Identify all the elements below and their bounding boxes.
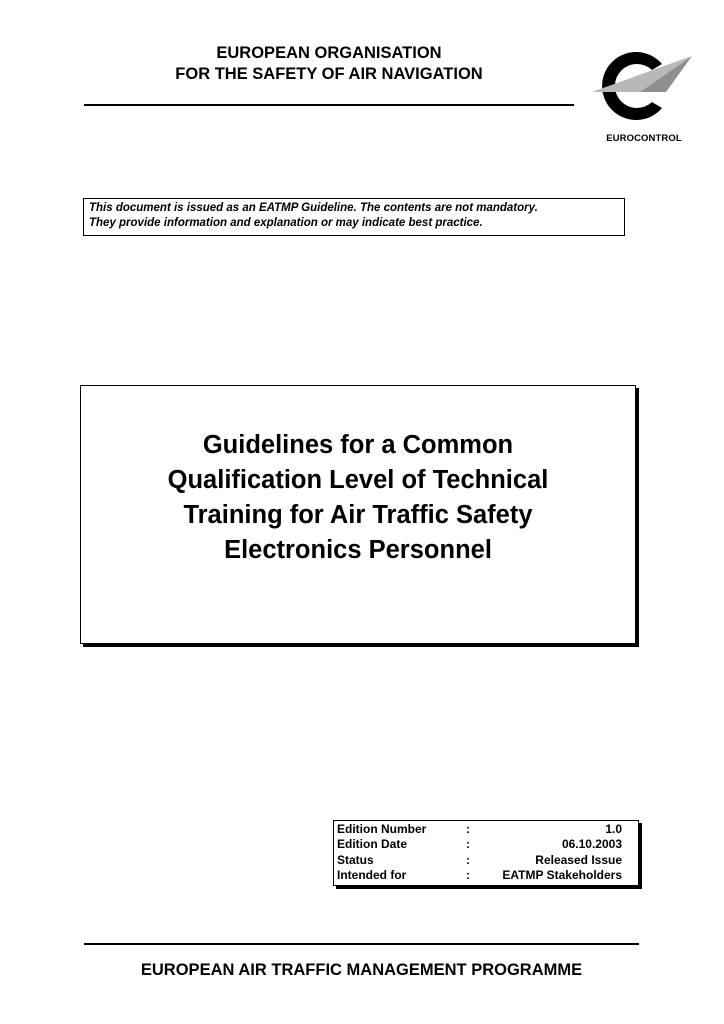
programme-name: EUROPEAN AIR TRAFFIC MANAGEMENT PROGRAMME [140, 961, 583, 979]
edition-colon: : [466, 852, 470, 867]
document-title-box [80, 385, 636, 644]
eurocontrol-logo-icon [588, 46, 698, 126]
logo-label: EUROCONTROL [606, 133, 682, 144]
edition-row [334, 837, 638, 852]
edition-colon: : [466, 822, 470, 836]
organisation-title-line-2: FOR THE SAFETY OF AIR NAVIGATION [175, 65, 483, 83]
edition-value: EATMP Stakeholders [502, 867, 622, 882]
title-line-1: Guidelines for a Common [202, 431, 514, 459]
document-title [81, 428, 635, 568]
guideline-notice [83, 198, 625, 236]
header-divider [84, 104, 574, 106]
edition-value: 1.0 [605, 822, 622, 836]
title-line-3: Training for Air Traffic Safety [183, 501, 533, 529]
notice-line-2: They provide information and explanation or may indicate best practice. [89, 217, 483, 229]
edition-label: Intended for [337, 867, 407, 882]
edition-label: Status [337, 852, 374, 867]
edition-label: Edition Number [337, 822, 427, 836]
edition-colon: : [466, 867, 470, 882]
edition-value: 06.10.2003 [561, 837, 622, 852]
edition-info-box [333, 820, 639, 886]
edition-row [334, 868, 638, 883]
edition-value: Released Issue [535, 852, 622, 867]
organisation-title-line-1: EUROPEAN ORGANISATION [216, 44, 442, 62]
title-line-2: Qualification Level of Technical [167, 466, 549, 494]
edition-label: Edition Date [337, 837, 408, 852]
edition-colon: : [466, 837, 470, 852]
organisation-title [84, 43, 574, 85]
notice-line-1: This document is issued as an EATMP Guideline. The contents are not mandatory. [89, 202, 538, 214]
footer-divider [84, 943, 639, 945]
title-line-4: Electronics Personnel [224, 536, 492, 564]
edition-row [334, 853, 638, 868]
edition-row [334, 822, 638, 837]
